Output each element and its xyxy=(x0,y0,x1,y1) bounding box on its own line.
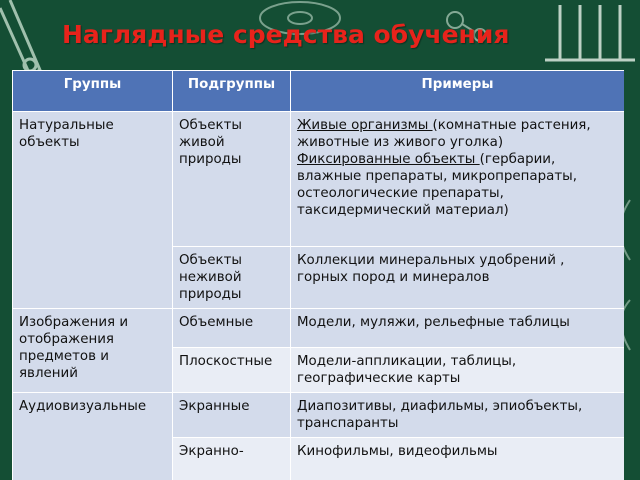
sub-screen-label: Экранные xyxy=(179,399,250,414)
ex-nonliving-cell xyxy=(291,247,625,309)
visual-aids-table xyxy=(12,70,624,480)
header-examples-label: Примеры xyxy=(421,77,494,92)
header-subgroups xyxy=(173,71,291,112)
ex-screen-label: Диапозитивы, диафильмы, эпиобъекты, транспаранты xyxy=(297,399,583,431)
header-groups xyxy=(13,71,173,112)
sub-screen-sound-cell xyxy=(173,438,291,480)
sub-living-label: Объекты живой природы xyxy=(179,118,242,167)
group-images-cell xyxy=(13,309,173,393)
sub-volume-label: Объемные xyxy=(179,315,254,330)
sub-nonliving-label: Объекты неживой природы xyxy=(179,253,242,302)
sub-nonliving-cell xyxy=(173,247,291,309)
group-natural-label: Натуральные объекты xyxy=(19,118,114,150)
ex-living-2-text: (гербарии, влажные препараты, микропрепараты, остеологические препараты, таксидермический материал) xyxy=(297,152,577,218)
header-examples xyxy=(291,71,625,112)
ex-screen-sound-cell xyxy=(291,438,625,480)
sub-living-cell xyxy=(173,112,291,247)
header-subgroups-label: Подгруппы xyxy=(187,77,276,92)
ex-flat-label: Модели-аппликации, таблицы, географические карты xyxy=(297,354,517,386)
sub-flat-label: Плоскостные xyxy=(179,354,273,369)
group-av-cell xyxy=(13,393,173,480)
header-groups-label: Группы xyxy=(63,77,122,92)
ex-screen-sound-label: Кинофильмы, видеофильмы xyxy=(297,444,498,459)
ex-volume-cell xyxy=(291,309,625,348)
ex-living-cell xyxy=(291,112,625,247)
sub-volume-cell xyxy=(173,309,291,348)
group-av-label: Аудиовизуальные xyxy=(19,399,147,414)
group-images-label: Изображения и отображения предметов и явлений xyxy=(19,315,129,381)
ex-volume-label: Модели, муляжи, рельефные таблицы xyxy=(297,315,570,330)
ex-nonliving-label: Коллекции минеральных удобрений , горных пород и минералов xyxy=(297,253,565,285)
sub-flat-cell xyxy=(173,348,291,393)
ex-flat-cell xyxy=(291,348,625,393)
sub-screen-cell xyxy=(173,393,291,438)
ex-living-2-title: Фиксированные объекты xyxy=(297,152,480,167)
ex-living-1-title: Живые организмы xyxy=(297,118,433,133)
visual-aids-table-container xyxy=(12,70,624,480)
slide-title: Наглядные средства обучения xyxy=(62,20,510,49)
ex-screen-cell xyxy=(291,393,625,438)
sub-screen-sound-label: Экранно- xyxy=(179,444,244,459)
ex-living-1-text: (комнатные растения, животные из живого уголка) xyxy=(297,118,591,150)
group-natural-cell xyxy=(13,112,173,309)
